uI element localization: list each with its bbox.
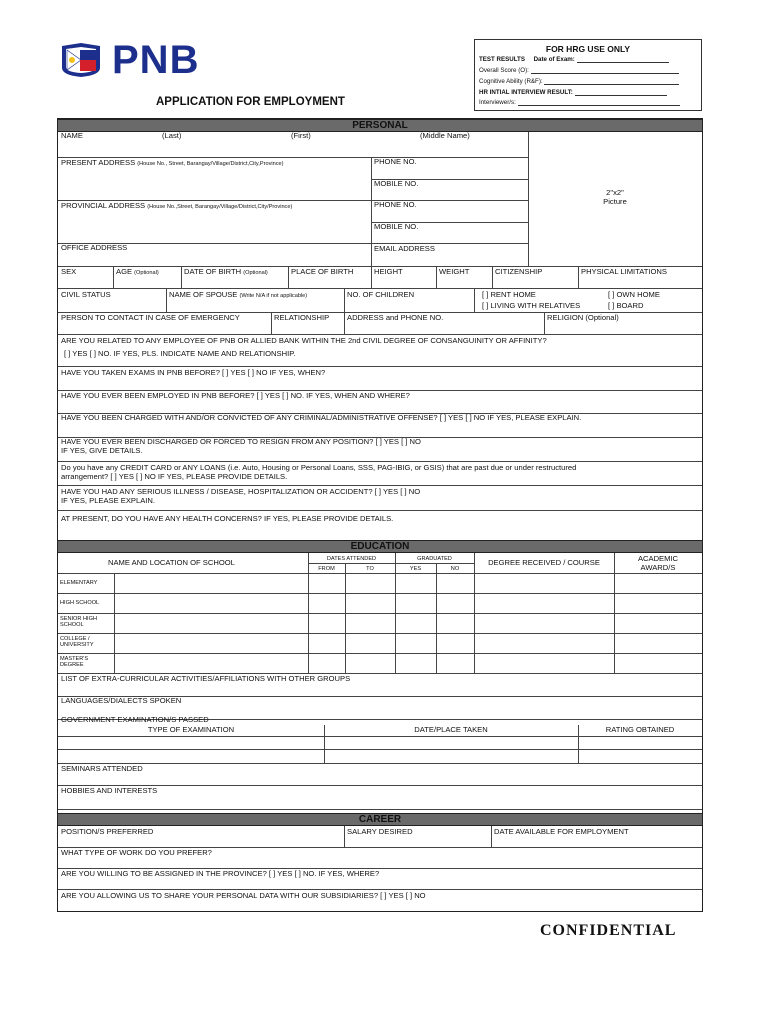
- cognitive-ability-field[interactable]: [544, 83, 679, 85]
- rent-home-option[interactable]: [ ] RENT HOME: [482, 290, 536, 299]
- weight-label: WEIGHT: [439, 267, 470, 276]
- cognitive-ability-label: Cognitive Ability (R&F):: [479, 78, 543, 85]
- provincial-address-note: (House No.,Street, Barangay/Village/District,City/Province): [147, 204, 293, 210]
- photo-size-label: 2"x2": [606, 188, 624, 197]
- level-elementary: ELEMENTARY: [60, 580, 98, 586]
- name-label: NAME: [61, 131, 83, 140]
- mobile-label-1: MOBILE NO.: [374, 179, 419, 188]
- hrg-use-box: [474, 39, 702, 111]
- interview-result-label: HR INTIAL INTERVIEW RESULT:: [479, 89, 573, 96]
- type-exam-header: TYPE OF EXAMINATION: [147, 725, 235, 734]
- date-available-label: DATE AVAILABLE FOR EMPLOYMENT: [494, 827, 629, 836]
- languages-label: LANGUAGES/DIALECTS SPOKEN: [61, 696, 182, 705]
- citizenship-label: CITIZENSHIP: [495, 267, 543, 276]
- gov-exams-label: GOVERNMENT EXAMINATION/S PASSED: [61, 715, 209, 724]
- q-employed-text[interactable]: HAVE YOU EVER BEEN EMPLOYED IN PNB BEFORE? [ ] YES [ ] NO. IF YES, WHEN AND WHERE?: [61, 391, 410, 400]
- degree-header: DEGREE RECEIVED / COURSE: [488, 558, 600, 567]
- dates-attended-header: DATES ATTENDED: [326, 556, 377, 562]
- civil-status-label: CIVIL STATUS: [61, 290, 111, 299]
- spouse-note: (Write N/A if not applicable): [239, 293, 308, 299]
- q-illness-text[interactable]: HAVE YOU HAD ANY SERIOUS ILLNESS / DISEASE, HOSPITALIZATION OR ACCIDENT? [ ] YES [ ] NO: [61, 487, 421, 496]
- graduated-header: GRADUATED: [417, 556, 452, 562]
- province-question[interactable]: ARE YOU WILLING TO BE ASSIGNED IN THE PROVINCE? [ ] YES [ ] NO. IF YES, WHERE?: [61, 869, 380, 878]
- pob-label: PLACE OF BIRTH: [291, 267, 354, 276]
- own-home-option[interactable]: [ ] OWN HOME: [608, 290, 660, 299]
- relationship-label: RELATIONSHIP: [274, 313, 330, 322]
- application-form: [57, 118, 703, 912]
- hrg-title: FOR HRG USE ONLY: [545, 44, 631, 54]
- age-label: AGE: [116, 267, 133, 276]
- q-exams-text[interactable]: HAVE YOU TAKEN EXAMS IN PNB BEFORE? [ ] YES [ ] NO IF YES, WHEN?: [61, 368, 326, 377]
- date-of-exam-label: Date of Exam:: [533, 56, 575, 63]
- office-address-label: OFFICE ADDRESS: [61, 243, 128, 252]
- awards-header: ACADEMIC AWARD/S: [637, 554, 679, 572]
- q-credit-options[interactable]: arrangement? [ ] YES [ ] NO IF YES, PLEASE PROVIDE DETAILS.: [61, 472, 288, 481]
- interview-result-field[interactable]: [575, 94, 667, 96]
- age-note: (Optional): [134, 270, 159, 276]
- q-discharged-text[interactable]: HAVE YOU EVER BEEN DISCHARGED OR FORCED TO RESIGN FROM ANY POSITION? [ ] YES [ ] NO: [61, 437, 421, 446]
- physical-limitations-label: PHYSICAL LIMITATIONS: [581, 267, 667, 276]
- form-title: APPLICATION FOR EMPLOYMENT: [156, 96, 345, 108]
- mobile-label-2: MOBILE NO.: [374, 222, 419, 231]
- email-label: EMAIL ADDRESS: [374, 244, 435, 253]
- from-header: FROM: [318, 566, 335, 572]
- date-of-exam-field[interactable]: [577, 61, 669, 63]
- religion-label: RELIGION (Optional): [547, 313, 619, 322]
- q-credit-text: Do you have any CREDIT CARD or ANY LOANS (i.e. Auto, Housing or Personal Loans, SSS, PAG-IBIG, or GSIS) that are past due or under restructured: [61, 463, 577, 472]
- board-option[interactable]: [ ] BOARD: [608, 301, 644, 310]
- present-address-label: PRESENT ADDRESS: [61, 158, 136, 167]
- share-data-question[interactable]: ARE YOU ALLOWING US TO SHARE YOUR PERSONAL DATA WITH OUR SUBSIDIARIES? [ ] YES [ ] NO: [61, 891, 426, 900]
- brand-name: PNB: [112, 38, 200, 82]
- spouse-label: NAME OF SPOUSE: [169, 290, 238, 299]
- interviewers-label: Interviewer/s:: [479, 99, 516, 106]
- phone-label-2: PHONE NO.: [374, 200, 417, 209]
- level-college: COLLEGE / UNIVERSITY: [60, 636, 94, 648]
- overall-score-label: Overall Score (O):: [479, 67, 529, 74]
- sex-label: SEX: [61, 267, 77, 276]
- date-place-header: DATE/PLACE TAKEN: [414, 725, 488, 734]
- first-name-label: (First): [291, 131, 311, 140]
- personal-section-header: PERSONAL: [58, 119, 702, 132]
- hobbies-label: HOBBIES AND INTERESTS: [61, 786, 158, 795]
- q-related-text: ARE YOU RELATED TO ANY EMPLOYEE OF PNB OR ALLIED BANK WITHIN THE 2nd CIVIL DEGREE OF CONSANGUINITY OR AFFINITY?: [61, 336, 547, 345]
- last-name-label: (Last): [162, 131, 182, 140]
- career-section-header: CAREER: [58, 813, 702, 826]
- interviewers-field[interactable]: [518, 104, 680, 106]
- salary-label: SALARY DESIRED: [347, 827, 413, 836]
- confidential-stamp: CONFIDENTIAL: [540, 922, 677, 939]
- photo-label: Picture: [603, 197, 627, 206]
- provincial-address-label: PROVINCIAL ADDRESS: [61, 201, 146, 210]
- graduated-yes-header: YES: [409, 566, 422, 572]
- seminars-label: SEMINARS ATTENDED: [61, 764, 143, 773]
- extra-curricular-label: LIST OF EXTRA-CURRICULAR ACTIVITIES/AFFILIATIONS WITH OTHER GROUPS: [61, 674, 351, 683]
- to-header: TO: [366, 566, 374, 572]
- emergency-contact-label: PERSON TO CONTACT IN CASE OF EMERGENCY: [61, 313, 240, 322]
- dob-label: DATE OF BIRTH: [184, 267, 242, 276]
- q-discharged-details: IF YES, GIVE DETAILS.: [61, 446, 143, 455]
- overall-score-field[interactable]: [531, 72, 679, 74]
- level-senior-high: SENIOR HIGH SCHOOL: [60, 616, 97, 628]
- pnb-flag-logo-icon: [58, 42, 104, 78]
- address-phone-label: ADDRESS and PHONE NO.: [347, 313, 444, 322]
- q-charged-text[interactable]: HAVE YOU BEEN CHARGED WITH AND/OR CONVICTED OF ANY CRIMINAL/ADMINISTRATIVE OFFENSE? [ ] YES [ ] NO IF YES, PLEASE EXPLAIN.: [61, 413, 582, 422]
- middle-name-label: (Middle Name): [420, 131, 470, 140]
- q-illness-details: IF YES, PLEASE EXPLAIN.: [61, 496, 155, 505]
- height-label: HEIGHT: [374, 267, 403, 276]
- test-results-label: TEST RESULTS: [479, 56, 525, 63]
- level-high-school: HIGH SCHOOL: [60, 600, 100, 606]
- positions-label: POSITION/S PREFERRED: [61, 827, 154, 836]
- level-masters: MASTER'S DEGREE: [60, 656, 89, 668]
- dob-note: (Optional): [243, 270, 268, 276]
- present-address-note: (House No., Street, Barangay/Village/District,City,Province): [137, 161, 284, 167]
- children-label: NO. OF CHILDREN: [347, 290, 415, 299]
- rating-header: RATING OBTAINED: [605, 725, 675, 734]
- living-with-relatives-option[interactable]: [ ] LIVING WITH RELATIVES: [482, 301, 581, 310]
- school-header: NAME AND LOCATION OF SCHOOL: [108, 558, 235, 567]
- q-health-text: AT PRESENT, DO YOU HAVE ANY HEALTH CONCERNS? IF YES, PLEASE PROVIDE DETAILS.: [61, 514, 394, 523]
- education-section-header: EDUCATION: [58, 540, 702, 553]
- q-related-options[interactable]: [ ] YES [ ] NO. IF YES, PLS. INDICATE NAME AND RELATIONSHIP.: [64, 349, 296, 358]
- work-type-label: WHAT TYPE OF WORK DO YOU PREFER?: [61, 848, 212, 857]
- phone-label-1: PHONE NO.: [374, 157, 417, 166]
- graduated-no-header: NO: [450, 566, 460, 572]
